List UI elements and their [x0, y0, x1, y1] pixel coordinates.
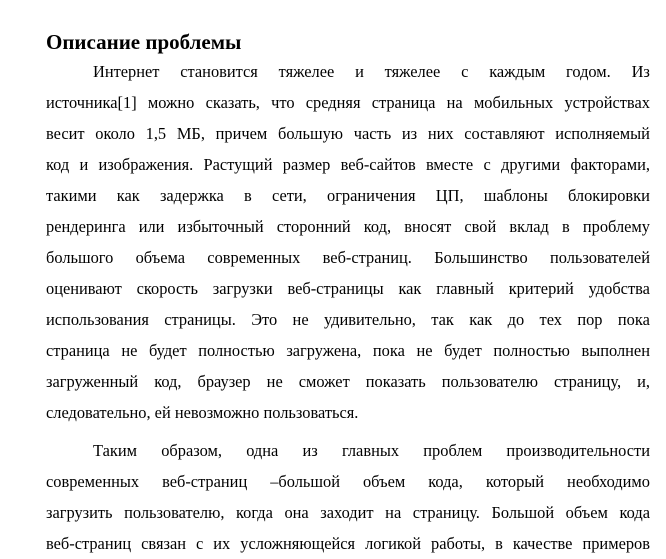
word: в — [244, 186, 252, 205]
word: и — [355, 62, 364, 81]
word: сети, — [272, 186, 307, 205]
word: шаблоны — [483, 186, 548, 205]
word: главный — [436, 279, 494, 298]
word: страницу. — [412, 503, 480, 522]
word: МБ, — [176, 124, 205, 143]
word: ограничения — [327, 186, 416, 205]
word: Большинство — [434, 248, 528, 267]
word: блокировки — [568, 186, 650, 205]
word: вклад — [509, 217, 549, 236]
word: код — [46, 155, 70, 174]
word: Из — [631, 62, 650, 81]
word: весит — [46, 124, 85, 143]
word: мобильных — [473, 93, 554, 112]
word: будет — [148, 341, 187, 360]
word: или — [138, 217, 165, 236]
word: примеров — [582, 534, 650, 553]
word: не — [292, 310, 309, 329]
word: полностью — [198, 341, 275, 360]
word: проблему — [582, 217, 650, 236]
word: будет — [444, 341, 482, 360]
word: современных — [46, 472, 140, 491]
word: загрузки — [212, 279, 273, 298]
word: 1,5 — [145, 124, 167, 143]
word: как — [398, 279, 422, 298]
word: сторонний — [276, 217, 351, 236]
paragraph-line — [46, 150, 650, 180]
word: на — [385, 503, 402, 522]
word: объема — [135, 248, 186, 267]
word: главных — [341, 441, 400, 460]
word: и, — [637, 372, 650, 391]
word: задержка — [159, 186, 224, 205]
word: около — [95, 124, 135, 143]
word: можно — [147, 93, 195, 112]
word: как — [116, 186, 140, 205]
word: так — [431, 310, 454, 329]
word: удивительно, — [323, 310, 416, 329]
word: страница — [46, 341, 110, 360]
word: код, — [363, 217, 392, 236]
word: код, — [154, 372, 182, 391]
word: который — [485, 472, 545, 491]
word: Таким — [93, 441, 137, 460]
word: усложняющейся — [240, 534, 356, 553]
word: часть — [353, 124, 392, 143]
word: веб-страниц — [46, 534, 132, 553]
word: с — [461, 62, 469, 81]
word: веб-страниц — [162, 472, 248, 491]
word: выполнен — [581, 341, 650, 360]
word: с — [483, 155, 491, 174]
word: в — [495, 534, 503, 553]
word: страницы. — [164, 310, 236, 329]
word: рендеринга — [46, 217, 126, 236]
word: пользователю — [441, 372, 538, 391]
word: критерий — [508, 279, 574, 298]
word: связан — [141, 534, 186, 553]
word: пока — [617, 310, 650, 329]
word: качестве — [512, 534, 573, 553]
word: полностью — [493, 341, 570, 360]
paragraph-line — [46, 305, 650, 335]
word: необходимо — [567, 472, 650, 491]
word: источника[1] — [46, 93, 137, 112]
word: она — [284, 503, 309, 522]
word: средняя — [305, 93, 361, 112]
word: когда — [236, 503, 273, 522]
word: веб-сайтов — [340, 155, 416, 174]
word: составляют — [464, 124, 545, 143]
word: объем — [362, 472, 406, 491]
word: из — [302, 441, 318, 460]
paragraph-line — [46, 467, 650, 497]
word: использования — [46, 310, 149, 329]
word: пор — [577, 310, 603, 329]
word: Это — [251, 310, 278, 329]
word: и — [79, 155, 89, 174]
word: удобства — [588, 279, 650, 298]
paragraph-line — [46, 181, 650, 211]
word: кода — [619, 503, 650, 522]
word: браузер — [197, 372, 251, 391]
word: размер — [282, 155, 331, 174]
word: Большой — [491, 503, 555, 522]
word: Интернет — [93, 62, 160, 81]
paragraph-line — [46, 274, 650, 304]
word: тех — [539, 310, 562, 329]
word: веб-страниц. — [322, 248, 412, 267]
word: пока — [372, 341, 405, 360]
word: логикой — [365, 534, 422, 553]
paragraph-line — [46, 88, 650, 118]
word: вместе — [425, 155, 474, 174]
word: устройствах — [564, 93, 650, 112]
word: страницу, — [553, 372, 622, 391]
paragraph-line — [93, 436, 650, 466]
word: причем — [215, 124, 268, 143]
word: ЦП, — [435, 186, 464, 205]
word: загруженный — [46, 372, 139, 391]
word: что — [271, 93, 295, 112]
paragraph-line — [93, 57, 650, 87]
word: производительности — [506, 441, 650, 460]
word: объем — [565, 503, 608, 522]
word: каждым — [489, 62, 546, 81]
word: скорость — [136, 279, 198, 298]
paragraph-line — [46, 336, 650, 366]
word: современных — [207, 248, 301, 267]
word: загрузить — [46, 503, 113, 522]
word: большого — [46, 248, 114, 267]
word: такими — [46, 186, 97, 205]
word: свой — [464, 217, 497, 236]
word: избыточный — [177, 217, 264, 236]
paragraph-line — [46, 367, 650, 397]
word: сказать, — [205, 93, 260, 112]
word: веб-страницы — [287, 279, 384, 298]
word: годом. — [566, 62, 611, 81]
word: их — [213, 534, 231, 553]
word: большую — [277, 124, 344, 143]
word: в — [562, 217, 570, 236]
word: факторами, — [570, 155, 650, 174]
word: на — [446, 93, 463, 112]
word: становится — [180, 62, 258, 81]
paragraph-line — [46, 529, 650, 559]
word: оценивают — [46, 279, 122, 298]
word: тяжелее — [384, 62, 441, 81]
word: пользователю, — [124, 503, 225, 522]
word: –большой — [270, 472, 340, 491]
word: них — [427, 124, 454, 143]
word: образом, — [161, 441, 222, 460]
word: не — [266, 372, 283, 391]
word: пользователей — [549, 248, 650, 267]
section-heading: Описание проблемы — [46, 30, 242, 54]
word: проблем — [423, 441, 483, 460]
word: сможет — [298, 372, 350, 391]
word: заходит — [320, 503, 374, 522]
paragraph-line — [46, 243, 650, 273]
word: с — [196, 534, 204, 553]
word: другими — [501, 155, 561, 174]
word: изображения. — [98, 155, 194, 174]
word: показать — [365, 372, 426, 391]
paragraph-line — [46, 119, 650, 149]
word: загружена, — [286, 341, 362, 360]
word: не — [416, 341, 433, 360]
word: работы, — [431, 534, 486, 553]
word: вносят — [404, 217, 452, 236]
paragraph-line: следовательно, ей невозможно пользоваться. — [46, 403, 359, 422]
word: кода, — [428, 472, 463, 491]
paragraph-line — [46, 498, 650, 528]
word: тяжелее — [278, 62, 335, 81]
word: из — [401, 124, 418, 143]
word: как — [469, 310, 493, 329]
word: Растущий — [203, 155, 273, 174]
word: одна — [246, 441, 279, 460]
word: не — [121, 341, 138, 360]
word: до — [507, 310, 525, 329]
word: страница — [371, 93, 436, 112]
paragraph-line — [46, 212, 650, 242]
word: исполняемый — [555, 124, 650, 143]
